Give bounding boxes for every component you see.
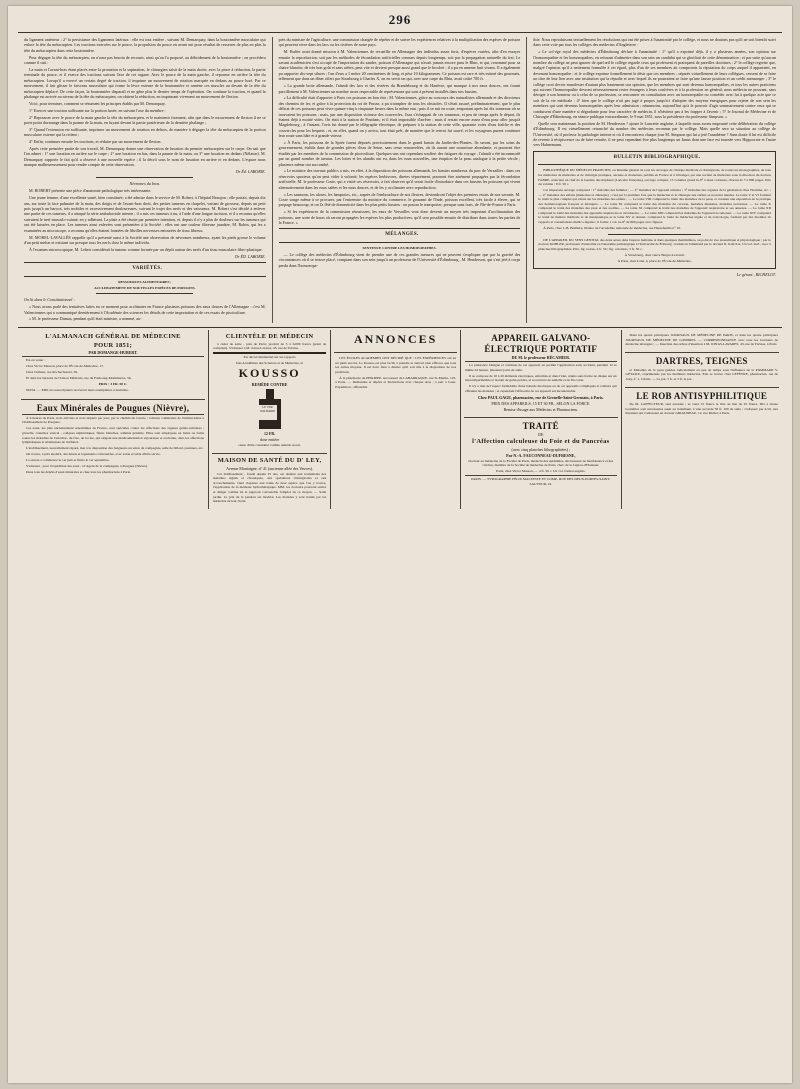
ad-paragraph: À la pharmacie de PHILIPPE, successeur de LABARRAQUE, rue St-Martin, 125, à Paris. — Demandes et dépôts et Instructions avec chaque dose ; à part à Caen. Expédition ; affranchir. xyxy=(335,375,457,389)
section-divider xyxy=(279,242,521,243)
ad-paragraph: De M. LAFFECTEUR, seul autorisé ; se vend 15 francs le litre au lieu de 25 francs. Dix à douze bouteilles sont nécessaires aussi au traitement. L'une seconde 50 fr. 100 de suite ; s'adresser par écrit, aux hôpitaux qui s'adressent au docteur GIRAUDEAU, 12, rue Richer, à Paris. xyxy=(625,402,778,416)
ad-clientele[interactable] xyxy=(212,330,327,454)
ad-almanach-year: POUR 1851; xyxy=(93,341,133,349)
ad-column-5 xyxy=(622,330,782,509)
ad-price: PRIX : 3 FR. 50 C. xyxy=(98,382,128,387)
subsection-title: Névromes du bras. xyxy=(129,181,161,187)
imprint: PARIS. — TYPOGRAPHIE FÉLIX MALTESTE ET COMP., RUE DES DEUX-PORTES-SAINT-SAUVEUR, 22. xyxy=(471,477,611,486)
ad-kousso-remede: REMÈDE CONTRE xyxy=(251,382,288,388)
divider xyxy=(22,414,204,415)
column-1 xyxy=(18,37,273,323)
paragraph: 3° Quand l'extension est suffisante, imprimer un mouvement de rotation en dehors, de manière à dégager la tête du métacarpien de la portion musculaire externe qui la retient ; xyxy=(24,126,266,138)
paragraph: « Le col·ége royal des médecins d'Édimbourg déclare à l'unanimité : 1° qu'il a exprimé déjà, il y a plusieurs années, son opinion sur l'homoeopathie et les homoeopathes, en refusant d'admettre dans son sein un candidat qui se glorifiait de cette dénomination ; et par suite qu'aucun membre du collège ne peut ignorer de quel œil le collège regarde ceux qui professent et pratiquent de pareilles doctrines ; 2° le collège regrette que, malgré l'opinion qu'il a nettement formulée à cet égard, plus d'un de ses membres ait compromis la réputation du corps auquel il appartient, en devenant homoeopathe ; et le collège exprime formellement le désir que ces membres ; séparés virtuellement de leurs collègues, cessent de se faire un titre de leur lien avec une institution qui la répudie et avec lequel ils ne pourraient se faire qu'une fausse position et un crédit mensonger ; 3° le collège croit devoir manifester d'autant plus hautement son opinion, que les membres qui sont devenus homoeopathes, et tous les autres praticiens qui suivent l'homoeopathie devront nécessairement rester étrangers à leurs confrères et à la profession en général, nous médecin ne pouvant, sans déroger à son honneur ou à celui de sa profession, se rencontrer en consultation avec un homoeopathe ou concéder avec lui à quelque acte que ce soit de la vie médicale ; 4° bien que le collège n'ait pas jugé à propos jusqu'ici d'adopter des moyens énergiques pour rejeter de son sein les membres qui sont devenus homoeopathes après leur admission ; néanmoins, aujourd'hui qu'a le pouvoir d'agir sommairement contre ceux qui se conduisent d'une manière si dégradante pour leur caractère de médecin, il n'hésitera pas à les frapper à l'avenir ; 5° le Journal de Médecine et de Chirurgie d'Édimbourg, en séance publique extraordinaire, le 9 mai 1851, sous la présidence du professeur Simpson. » xyxy=(533,49,776,119)
paragraph: M. Buffet avait donné mission à M. Valenciennes de recueillir en Allemagne des individus assez forts, d'espèces variées, afin d'en essayer ensuite la reproduction, soit par les méthodes de fécondation artificielles connues depuis longtemps, soit par la propagation naturelle du frai. Le savant académicien s'est occupé de l'importation du sandre, poisson d'Allemagne qui n'avait jamais encore paru le Rhin, et qui, renommé pour sa chaire blanche, de très bon goût et sans arêtes, peut vite et devient presque aussi grand que le brochet ; il a pu en amener huit vivans. Il a également pu rapporter dix-sept silures ; l'un d'eux a 1 mètre 20 centimètres de long, et pèse 10 kilogrammes. Ce poisson est rare et très estimé des gourmets, tellement que dans un dîner offert par Strasbourg à Charles X, on en servit un qui, avec une carpe du Rhin, avait coûté 700 fr. xyxy=(278,49,521,82)
ad-column-1 xyxy=(18,330,209,509)
paragraph: 1° Exercer une traction suffisante sur la portion luxée, en suivant l'axe du membre ; xyxy=(29,107,166,113)
paragraph: On lit dans le Constitutionnel : xyxy=(24,297,75,303)
article-signature: Dr Éd. LABORIE. xyxy=(235,169,266,175)
ad-kousso-dose: dose entière xyxy=(260,437,280,443)
section-divider xyxy=(608,234,701,235)
ad-kousso-academies: Des Académies des Sciences et de Médecine, le xyxy=(236,361,304,366)
ad-paragraph: Docteur en médecine de la Faculté de Paris, médecin des épidémies, des bureaux de bienfaisance et des crèches, membre de la Société de médecine de Paris, chev. de la Légion-d'Honneur. xyxy=(468,458,614,468)
ad-kousso-price: 12 FR. xyxy=(263,431,276,437)
ad-appareil-galvano[interactable] xyxy=(464,330,617,417)
bulletin-address: À Paris, chez J.-B. Baillière, libraire de l'Académie nationale de médecine, rue Hautefeuille n° 19. xyxy=(543,225,681,230)
ad-appareil-byline: DE M. le professeur RÉCAMIER. xyxy=(511,355,570,360)
ad-paragraph: La puissance bénigne et continue de cet appareil, en permet l'application sans accident, pendant 12 et même 24 heures, plusieurs jours de suite. xyxy=(465,363,617,372)
bulletin-bibliographique-box xyxy=(533,151,776,269)
section-divider xyxy=(538,164,771,165)
paragraph: « Nous avons parlé des tentatives faites en ce moment pour acclimater en France plusieurs poissons des eaux douces de l'Allemagne : c'est M. Valenciennes qui a communiqué dernièrement à l'Académie des sciences les détails de cette importation et de ces essais de pisciculture. xyxy=(24,304,266,315)
ad-paragraph: Paris, chez Victor Masson, — 4 fr. 50 c. Un vol. format anglais. xyxy=(496,469,586,474)
ad-eaux-pougues[interactable] xyxy=(21,400,205,481)
bulletin-intro: BIBLIOTHÈQUE DU MÉDECIN PRATICIEN, ou Résumé général de tous les ouvrages de clinique médicale et chirurgicale, de toutes les monographies, de tous les mémoires de médecine et de chirurgie pratiques, anciens et modernes, publiés en France et à l'étranger, par une société de médecins sous la direction du docteur FABRE, rédacteur en chef de la Gazette des hôpitaux (Lancette française), ouvrage complet, 15 volumes grand in-8° à deux colonnes, chacun de 7 à 800 pages. Prix du volume : 8 fr. 50 c. xyxy=(538,168,771,187)
section-divider xyxy=(96,293,193,294)
ad-appareil-remise: Remise d'usage aux Médecins et Pharmaciens. xyxy=(503,406,579,412)
paragraph: M. ROBERT présente une pièce d'anatomie pathologique très intéressante. xyxy=(29,188,152,194)
ad-traite-planches: (avec cinq planches lithographiées) ; xyxy=(511,446,571,452)
paragraph: La main et l'avant-bras étant placés entre la pronation et la supination, le chirurgien saisit de la main droite, avec la pince à réduction, la partie terminale du pouce, et il exerce des tractions suivant l'axe de cet organe. Avec le pouce de la main gauche, il repousse en arrière la tête du métacarpien. Lorsqu'il a exercé un certain degré de traction, il imprime un mouvement de rotation marquée en dedans au pouce luxé. Par ce mouvement, il fait glisser le faisceau musculaire qui forme la lèvre externe de la boutonnière et ramène ces muscles au devant de la tête du métacarpien déplacé. De cette façon, la boutonnière disparaît et ne gêne plus le dernier temps de l'opération. On continue la traction, et quand la phalange est arrivée au niveau de la tête du métacarpien, on obtient la réduction, en imprimant vivement un mouvement de flexion. xyxy=(24,66,266,99)
ad-line: Est en vente : xyxy=(26,358,45,363)
paragraph: « La grande boite allemande, l'alandt des lacs et des rivières du Brandebourg et du Hanôvre, qui manque à nos eaux douces, ont fourni parcillement à M. Valenciennes un nombre assez respectable de représentans qui sont à présent installés dans nos bassins. xyxy=(278,83,521,94)
ad-kousso-title: KOUSSO xyxy=(238,366,301,381)
paragraph: « Si les expériences de la commission réussissent, les eaux de Versailles vont donc devenir un moyen très important d'acclimatation des poissons, une sorte de haras où seront propagées les espèces les plus productives, qu'il sera possible ensuite de distribuer dans toutes les parties de la France. » xyxy=(278,209,521,225)
paragraph: près du ministre de l'agriculture, une commission chargée de répéter et de suivre les expériences relatives à la multiplication des espèces de poisson qui peuvent vivre dans les lacs ou les rivières de notre pays. xyxy=(278,37,521,48)
bulletin-title: BULLETIN BIBLIOGRAPHIQUE. xyxy=(613,154,701,160)
ad-paragraph: et Maladies de la peau guéries radicalement en peu de temps sous l'influence de la POMMADE V. GÉTAILE, exprimentée par les meilleurs médecins. Elle se trouve chez LEFÈVRE, pharmacien, rue de Jouy, nº 1, à Paris. — Le pot, 5 fr. et 3 fr. le pot. xyxy=(625,367,778,381)
paragraph: thie. Nous reproduisons textuellement les résolutions qui ont été prises à l'unanimité par le collège, et nous ne doutons pas qu'il ne soit bientôt suivi dans cette voie par tous les collèges des médecins d'Angleterre : xyxy=(533,37,776,48)
ad-paragraph: Dans tous les dépôts d'eaux minérales et chez tous les pharmaciens à Paris. xyxy=(26,470,131,475)
ad-line: Chez l'éditeur, rue Rochechouart, 56. xyxy=(26,370,78,375)
section-divider xyxy=(279,228,521,229)
paragraph: À l'examen microscopique, M. Lebert considérait la tumeur comme formée par un dépôt autour des nerfs d'un tissu musculaire fibro-plastique. xyxy=(29,246,263,252)
article-columns xyxy=(8,33,792,323)
page-number: 296 xyxy=(388,12,412,27)
ad-almanach[interactable] xyxy=(21,330,205,399)
bulletin-notice-address-2: À Paris, chez Labé, 4, place de l'École-de-Médecine. xyxy=(617,258,692,263)
ad-line: Chez Victor Masson, place de l'École-de-Médecine, 17. xyxy=(26,364,104,369)
section-divider xyxy=(24,276,266,277)
paragraph: « M. le professeur Dumas, pendant qu'il était ministre, a nommé, au- xyxy=(29,316,142,322)
ad-traite-de: DE xyxy=(538,432,544,438)
gerant-signature: Le gérant , RICHELOT. xyxy=(736,271,776,277)
divider xyxy=(213,352,326,354)
ad-column-2 xyxy=(209,330,331,509)
paragraph: Voici, pour terminer, comment se résument les principes établis par M. Demarquay. xyxy=(29,100,166,106)
paragraph: Une jeune femme, d'une excellente santé, bien constituée, a été admise dans le service de M. Robert, à l'hôpital Beaujon ; elle portait, depuis dix ans, sur toute la face palmaire de la main, des doigts et de l'avant-bras droit, des petites tumeurs en chapelet, variant de grosseur, depuis un petit pois jusqu'à un haricot, très mobiles et excessivement douloureuses, suivant le trajet des nerfs et des vaisseaux. M. Robert s'est décidé à enlever une partie de ces tumeurs, il a attaqué la série ambulacriale interne ; il a mis ces tumeurs à nu, à l'aide d'une longue incision, et il a reconnu qu'elles suivaient le nerf musculo-cutané, en y adhérant. La plaie a été réunie par première intention, et, depuis il n'y a plus de douleurs sur les tumeurs qui ont été laissées en place. Les tumeurs ainsi enlevées sont présentées à la Société ; elles ont une couleur fibreuse jaunâtre, M. Robin, qui les a examinées au microscope, a reconnu qu'elles étaient formées de fibrilles nerveuses entourées de tissu fibreux. xyxy=(24,195,266,233)
ad-kousso-testimonials[interactable] xyxy=(334,353,457,395)
newspaper-sheet xyxy=(8,6,792,1083)
ad-clientele-sub: à céder de suite , près de Paris; produit de 5 à 6,000 francs (point de comptant). S'adresser à M. Jonas-Lavares, 43, rue de Trévise. xyxy=(213,341,327,351)
paragraph: 4° Enfin, continuer ensuite les tractions, et réduire par un mouvement de flexion. xyxy=(29,139,162,145)
ad-rob-antisyphilitique[interactable] xyxy=(625,388,779,421)
ad-dartres-teignes[interactable] xyxy=(625,353,779,387)
paragraph: — Le collège des médecins d'Édimbourg vient de prendre une de ces grandes mesures qui ne peuvent s'expliquer que par la gravité des circonstances où il se trouve placé, comptant dans son sein jusqu'à un professeur de l'Université d'Édimbourg , M. Henderson, qui s'est jeté à corps perdu dans l'homoeopa- xyxy=(278,252,521,268)
paragraph: « À Paris, les poissons de la Sprée furent déposés provisoirement dans le grand bassin du Jardin-des-Plantes. Ils seront, par les soins du gouvernement, établis dans de grandes pièces d'eau de Seine, sans cesse renouvelées, où ils auront une nourriture abondante, et pourront être étudiés par les membres de la commission de pisciculture. Quelques-uns ont cependant souffert des fatigues du voyage ; l'alandt a été incommodé par un grand nombre de taenias. Les lottes et les alandts ont eu, dans les eaux nouvelles, une éruption de la peau analogue à la petite vérole ; plusieurs même ont succombé. xyxy=(278,140,521,167)
ad-paragraph: On trouve, à prix modéré, des hôtels et logements convenables, avec salon et table d'hôte servie. xyxy=(26,452,161,457)
ad-annonces-title: ANNONCES xyxy=(354,332,438,347)
column-3 xyxy=(527,37,782,323)
ad-paragraph: Ces eaux, les plus anciennement renommées de France, sont spéciales contre les affections des organes génito-urinaires ; gravelle, catarrhes vésical , coliques néphrétiques, fleurs blanches, adhérés génitale. Elles sont employées en bains ou bains toutes les maladies de l'estomac, du foie, de la rate, qui exigent une médicamentation vigoureuse et excitante, dans les affections lymphatiques et strumeuses de l'enfance. xyxy=(22,426,204,445)
paragraph: du ligament antérieur ; 2° la persistance des ligaments latéraux : elle est tout entière , suivant M. Demarquay, dans la boutonnière musculaire qui enlace la tête du métacarpien. Les tractions exercées sur le pouce, la propulsion du pouce en avant ont pour résultat de resserrer de plus en plus la tête du métacarpien dans cette boutonnière. xyxy=(24,37,266,53)
bottle-icon xyxy=(257,389,283,429)
varietes-subtitle-2: ACCLIMATEMENT DE NOUVELLES ESPÈCES DE POISSONS. xyxy=(94,285,196,290)
bulletin-item: Cet important ouvrage comprend : 1° maladies des femmes ; — 2° maladies de l'appareil urinaire ; 3° maladies des organes de la génération chez l'homme, etc. ; — 4° maladies des enfans (médecine et chirurgie) ; c'est par la première fois que la médecine et la chirurgie des enfans se trouvent réunies. Le tome V et VI forment le traité le plus complet qui existe sur les maladies des enfans ; — Le tome VIII comprend le traité des maladies de la peau, et contient une exposition de la pratique des dermatologistes français et étrangers. — Le tome IX comprend le traité des maladies du cerveau, maladies mentales, maladies nerveuses. — Le tome X comprend le traité des maladies des yeux et des oreilles. — Le tome XI comprend le traité des maladies de l'appareil respiratoire et ses annexes. — Le tome XII comprend le traité des maladies des appareils respiratoire et circulatoire. — Le tome XIII comprend les maladies de l'appareil locomoteur. — Le tome XIV comprend le traité de matière médicale et de thérapeutique et le tome XV et dernier, comprend le traité de médecine légale et de toxicologie, formant par des modèles de rapports et consultations médico-légales ; il forme 1 vol. in-8° de 800 pages avec figures. xyxy=(538,188,771,224)
ad-eaux-title: Eaux Minérales de Pougues (Nièvre), xyxy=(36,402,190,413)
ad-paragraph: S'adresser , pour l'expédition des eaux , à l'Agent de la compagnie, à Pougues (Nièvre). xyxy=(26,464,149,469)
section-divider xyxy=(24,262,266,263)
divider xyxy=(465,361,616,362)
ad-traite-title: TRAITÉ xyxy=(522,420,559,431)
ad-paragraph: La saison a commencé le 1er juin et finira le 1er septembre. xyxy=(26,458,110,463)
column-2 xyxy=(273,37,528,323)
melanges-subtitle: SENTENCE CONTRE LES HOMOEOPATHES. xyxy=(362,245,437,250)
ad-note: NOTA. — MM. les souscripteurs recevront leurs exemplaires à domicile. xyxy=(26,388,129,393)
ad-maison-sante[interactable] xyxy=(212,454,327,509)
ad-appareil-address: Chez PAUL GAGE, pharmacien, rue de Grenelle-Saint-Germain, à Paris. xyxy=(478,394,604,400)
ad-traite-subject: l'Affection calculeuse du Foie et du Pancréas xyxy=(472,438,610,446)
ad-kousso-note: cause d'être considéré comme remède secret. xyxy=(238,443,302,448)
ad-almanach-title: L'ALMANACH GÉNÉRAL DE MÉDECINE xyxy=(45,333,181,341)
ad-kousso-ministeriel: Par décret ministériel sur les rapports xyxy=(243,355,296,360)
ad-appareil-prices: PRIX DES APPAREILS, 15 ET 30 FR., SELON LA FORCE. xyxy=(491,400,591,406)
bulletin-notice-title: DE L'APPAREIL DU SENS GENITAL des deux sexes dans l'espèce humaine et dans quelques mammifères, au point de vue anatomique et physiologique ; par le docteur KOHLER, professeur d'anatomie et d'anatomie pathologique à l'Université de Fribourg ; traduit en l'allemand par le docteur R. KAULA. Un vol. in-8 , avec 5 planches lithographiées. Prix, fig. noires, 4 fr. 50 ; fig. coloriées, 5 fr. 50 c. xyxy=(538,237,771,251)
ad-journaux-notice[interactable] xyxy=(625,330,779,353)
section-divider xyxy=(96,177,193,178)
ad-appareil-title: APPAREIL GALVANO-ÉLECTRIQUE PORTATIF xyxy=(484,333,598,354)
ad-traite-byline: Par N.-A. FAUCONNEAU-DUFRESNE, xyxy=(506,452,576,458)
paragraph: Pour dégager la tête du métacarpien, on n'aura pas besoin de recourir, ainsi qu'on l'a proposé, au débridement de la boutonnière ; on procédera comme il suit : xyxy=(24,54,266,66)
ad-almanach-byline: PAR DOMANGE-HUBERT. xyxy=(88,350,138,356)
ad-maison-title: MAISON DE SANTÉ DU D' LEY, xyxy=(217,457,322,465)
paragraph: Quelle sera maintenant la position de M. Henderson ? ajoute le Lancette anglaise, à laquelle nous avons emprunté cette délibération du collège d'Édimbourg. Il est virtuellement retranché du nombre des médecins reconnus par le collège. Mais quelle sera sa situation au collège de l'Université, où il professe la pathologie interne et où il rencontrera chaque jour M. Simpson qui lui a jeté l'anathème ? Sans doute il lui est difficile de revenir à récipiscence ou de faire retraite, il ne peut cependant être plus longtemps un Janus dont une face est tournée vers Hippocrate et l'autre vers Hahnemann. xyxy=(533,120,776,148)
bottle-label: LE VER SOLITAIRE xyxy=(259,405,277,420)
ad-line: Et dans les bureaux de l'Union Médicale, rue du Faubourg-Montmartre, 56. xyxy=(26,376,132,381)
ad-traite-calculeuse[interactable] xyxy=(464,418,617,492)
paragraph: « Le ministre des travaux publics a mis, en effet, à la disposition des poissons allemands, les bassins nombreux du parc de Versailles : dans ces réservoirs spacieux qu'on peut vider à volonté, les espèces herbivores, diretes séparément, pourront être aisément propagées par la fécondation artificielle, M. le professeur Coste, qui a visité ces réservoirs, a fait observer qu'il serait facile d'introduire dans ces bassins les poissons qui vivent alternativement dans les eaux salées et les eaux douces, et de les y acclimater avec reproduction. xyxy=(278,168,521,190)
ad-rob-title: LE ROB ANTISYPHILITIQUE xyxy=(636,390,768,401)
varietes-subtitle-1: RESSOURCES ALIMENTAIRES ; xyxy=(118,279,172,284)
ad-column-4 xyxy=(461,330,621,509)
ad-clientele-title: CLIENTÈLE DE MÉDECIN xyxy=(225,333,314,341)
section-title-varietes: VARIÉTÉS. xyxy=(132,266,163,272)
ad-column-3 xyxy=(331,330,461,509)
ad-paragraph: Cet établissement , fondé depuis 25 ans, est destiné aux traitements des maladies aiguës et chroniques, aux opérations chirurgicales et aux accouchements, vient d'ajouter aux bains de luxe espèce que l'on y trouve, l'application de la méthode hydrothérapique. MM. les docteurs pourront suivre et diriger comme ils le jugeront convenable l'emploi de ce moyen. — Salle jardin. Le prix de la pension est modéré. Les malades y sont traités par les médecins de leur choix. xyxy=(213,471,327,504)
ad-paragraph: Dans les quatre principaux JOURNAUX DE MÉDECINE DE PARIS, et dans les quatre principaux JOURNAUX DE MÉDECINE DE LONDRES. — CORRESPONDANCE avec tous les Journaux de médecine étrangers ; — Insertion des ordres d'insertion à M. JONAS-LAVARES, 43, rue de Trévise, à Paris. xyxy=(625,333,778,347)
ad-paragraph: Il se compose de 10 à 20 éléments électriques, enfermés et dans l'étui, réunis sans forme de disque sur un tissu imperméable et isolant de gutta-percha, et recouverts de semelle et de fin coton. xyxy=(465,373,617,383)
paragraph: « Les saumons, les aloses, les lamproies, etc., auprès de l'embouchure de nos fleuves, deviendront l'objet des premiers essais de nos savants. M. Coste songe même à se procurer, par l'entremise du ministre du commerce, le gourami de l'Inde, poisson excellent, très facile à élever, qui se propage beaucoup, et on l'a fêté de domesticité dans les plus petits bassins : on pourra le transporter, presque sans frais, de l'île-de-France à Paris. xyxy=(278,191,521,208)
paragraph: Après cette première partie de son travail, M. Demarquay donne une observation de luxation du premier métacarpien sur le carpe. On sait que l'on admet : 1° une luxation en arrière sur le carpe ; 2° une luxation en bas, dans la paume de la main, ou 3° une luxation en dedans (Nélaton). M. Demarquay rapporte le fait qu'il a observé à une nouvelle espèce ; il la décrit sous le nom de luxation en arrière et en dedans. L'espace nous manque malheureusement pour rendre compte de cette observation. xyxy=(24,146,266,168)
section-title-melanges: MÉLANGES. xyxy=(385,232,419,238)
bulletin-notice-address-1: À Strasbourg, chez veuve Berger-Levrault. xyxy=(624,252,685,257)
ad-paragraph: L'établissement, nouvellement réparé, met à la disposition des baigneurs un salon de compagnie, salle de billard, journaux, etc. xyxy=(26,446,204,451)
ad-paragraph: À 6 heures de Paris, trois arrivées et trois départs par jour, par le chemin du Centre ; voitures commodes de l'embarcadère à l'établissement de Pougues. xyxy=(22,415,204,425)
ad-paragraph: LES ÉCOLES ACADEMIES ONT DÉCIDÉ QUE : LES EXPÉRIENCES ont eu un plein succès. Le Kousso est plus facile à prendre et surtout plus efficace que tous les autres moyens. Il est donc bien à désirer qu'il soit mis à la disposition de nos praticiens. xyxy=(335,356,457,374)
article-signature: Dr ÉD. LABORIE. xyxy=(234,253,266,259)
divider xyxy=(22,356,204,357)
ad-annonces-header xyxy=(334,330,457,353)
paragraph: « La difficulté était d'apporter à Paris ces poissons en bon état ; M. Valenciennes, grâce au concours des naturalistes allemands et des directeurs des chemins de fer, et grâce à la protection du roi de Prusse, a pu triompher de tous les obstacles. Il s'était assuré, préliminairement, que le plus délicat de ces poissons peut vivre quinze-cinq à cinquante heures dans la même eau ; puis il se mit en route, emportant après lui dix tonneaux où se trouvaient les poissons ; mais, par une disposition vicieuse des couvercles, l'eau s'échappait de ces tonneaux, et peu de temps après le départ, ils étaient déjà à moitié vides. On était à la station de Postdam, et il était impossible d'arrêter ; mais il restait encore assez d'eau pour aller jusqu'à Magdebourg ; à l'instant, l'avis fut donné par le télégraphe électrique, de préparer à la station de cette ville, quarante voies d'eau fraîche et des couvercles pour les bequets ; et, en effet, quand on y arriva, tout était prêt, de manière que le renvoi fut sauvé, et les voyageurs purent continuer leur route sans hâte et à grande vitesse. xyxy=(278,95,521,139)
ad-maison-sub: Avenue Montaigne, nº 41 (ancienne allée des Veuves). xyxy=(226,465,314,471)
ad-paragraph: Il n'y a rien de l'aspect formidable d'une batterie électrique ou de cet appareils compliqués et coûteux qui effraient les malades ; et cependant l'efficacité de cet appareil est incontestable. xyxy=(465,384,617,393)
advertisements-section xyxy=(8,328,792,509)
ad-dartres-title: DARTRES, TEIGNES xyxy=(655,356,748,367)
paragraph: M. MOREL-LAVALLÉE rappelle qu'il a présenté aussi à la Société une observation de névromes nombreux, ayant les pieds grosse le volume d'un petit melon et existant sur presque tous les nerfs chez le même individu. xyxy=(24,234,266,245)
paragraph: 2° Repousser avec le pouce de la main gauche la tête du métacarpien, et le maintenir fixement, afin que dans le mouvement de flexion il ne se porte point davantage dans la paume de la main, en fuyant devant la partie postérieure de la dernière phalange ; xyxy=(24,114,266,125)
